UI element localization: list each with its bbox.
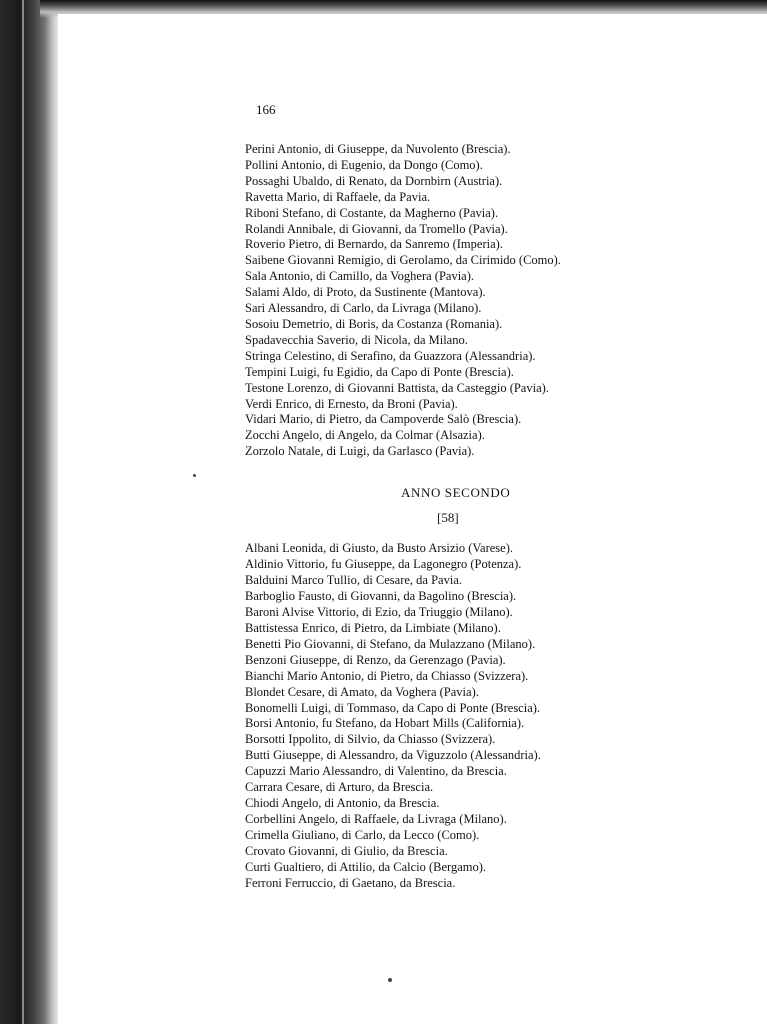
ink-speck <box>388 978 392 982</box>
list-entry: Salami Aldo, di Proto, da Sustinente (Mantova). <box>245 285 486 300</box>
name-list-first <box>245 142 561 460</box>
list-entry: Albani Leonida, di Giusto, da Busto Arsizio (Varese). <box>245 541 514 555</box>
binding-crease <box>22 0 24 1024</box>
list-entry: Spadavecchia Saverio, di Nicola, da Milano. <box>245 332 468 347</box>
list-entry: Riboni Stefano, di Costante, da Magherno (Pavia). <box>245 205 499 220</box>
list-entry: Borsi Antonio, fu Stefano, da Hobart Mills (California). <box>245 716 525 731</box>
list-entry: Butti Giuseppe, di Alessandro, da Viguzzolo (Alessandria). <box>245 748 541 763</box>
list-entry: Chiodi Angelo, di Antonio, da Brescia. <box>245 796 440 811</box>
list-entry: Curti Gualtiero, di Attilio, da Calcio (Bergamo). <box>245 860 487 875</box>
list-entry: Crovato Giovanni, di Giulio, da Brescia. <box>245 844 448 859</box>
list-entry: Roverio Pietro, di Bernardo, da Sanremo (Imperia). <box>245 237 503 252</box>
list-entry: Perini Antonio, di Giuseppe, da Nuvolento (Brescia). <box>245 142 511 156</box>
list-entry: Zorzolo Natale, di Luigi, da Garlasco (Pavia). <box>245 444 475 459</box>
list-entry: Sala Antonio, di Camillo, da Voghera (Pavia). <box>245 269 475 284</box>
list-entry: Carrara Cesare, di Arturo, da Brescia. <box>245 780 434 795</box>
list-entry: Verdi Enrico, di Ernesto, da Broni (Pavia). <box>245 396 458 411</box>
list-entry: Stringa Celestino, di Serafino, da Guazzora (Alessandria). <box>245 348 536 363</box>
list-entry: Saibene Giovanni Remigio, di Gerolamo, da Cirimido (Como). <box>245 253 561 268</box>
list-entry: Battistessa Enrico, di Pietro, da Limbiate (Milano). <box>245 620 501 635</box>
list-entry: Baroni Alvise Vittorio, di Ezio, da Triuggio (Milano). <box>245 604 513 619</box>
list-entry: Bianchi Mario Antonio, di Pietro, da Chiasso (Svizzera). <box>245 668 529 683</box>
name-list-second <box>245 541 541 892</box>
list-entry: Rolandi Annibale, di Giovanni, da Tromello (Pavia). <box>245 221 508 236</box>
list-entry: Benzoni Giuseppe, di Renzo, da Gerenzago (Pavia). <box>245 652 506 667</box>
list-entry: Tempini Luigi, fu Egidio, da Capo di Ponte (Brescia). <box>245 364 514 379</box>
list-entry: Testone Lorenzo, di Giovanni Battista, da Casteggio (Pavia). <box>245 380 549 395</box>
list-entry: Benetti Pio Giovanni, di Stefano, da Mulazzano (Milano). <box>245 636 536 651</box>
list-entry: Corbellini Angelo, di Raffaele, da Livraga (Milano). <box>245 812 507 827</box>
list-entry: Ravetta Mario, di Raffaele, da Pavia. <box>245 189 431 204</box>
list-entry: Aldinio Vittorio, fu Giuseppe, da Lagonegro (Potenza). <box>245 556 522 571</box>
list-entry: Balduini Marco Tullio, di Cesare, da Pavia. <box>245 572 462 587</box>
list-entry: Possaghi Ubaldo, di Renato, da Dornbirn (Austria). <box>245 173 503 188</box>
section-title: ANNO SECONDO <box>401 485 511 500</box>
list-entry: Vidari Mario, di Pietro, da Campoverde Salò (Brescia). <box>245 412 522 427</box>
list-entry: Sari Alessandro, di Carlo, da Livraga (Milano). <box>245 301 482 316</box>
list-entry: Crimella Giuliano, di Carlo, da Lecco (Como). <box>245 828 480 843</box>
list-entry: Bonomelli Luigi, di Tommaso, da Capo di Ponte (Brescia). <box>245 700 541 715</box>
list-entry: Pollini Antonio, di Eugenio, da Dongo (Como). <box>245 157 483 172</box>
list-entry: Ferroni Ferruccio, di Gaetano, da Brescia. <box>245 876 456 891</box>
list-entry: Zocchi Angelo, di Angelo, da Colmar (Alsazia). <box>245 428 485 443</box>
section-code: [58] <box>437 510 459 525</box>
book-binding <box>0 0 58 1024</box>
list-entry: Capuzzi Mario Alessandro, di Valentino, da Brescia. <box>245 764 507 779</box>
list-entry: Barboglio Fausto, di Giovanni, da Bagolino (Brescia). <box>245 588 517 603</box>
list-entry: Sosoiu Demetrio, di Boris, da Costanza (Romania). <box>245 316 503 331</box>
list-entry: Borsotti Ippolito, di Silvio, da Chiasso (Svizzera). <box>245 732 496 747</box>
ink-speck <box>193 474 196 477</box>
list-entry: Blondet Cesare, di Amato, da Voghera (Pavia). <box>245 684 479 699</box>
page-number: 166 <box>256 102 276 117</box>
